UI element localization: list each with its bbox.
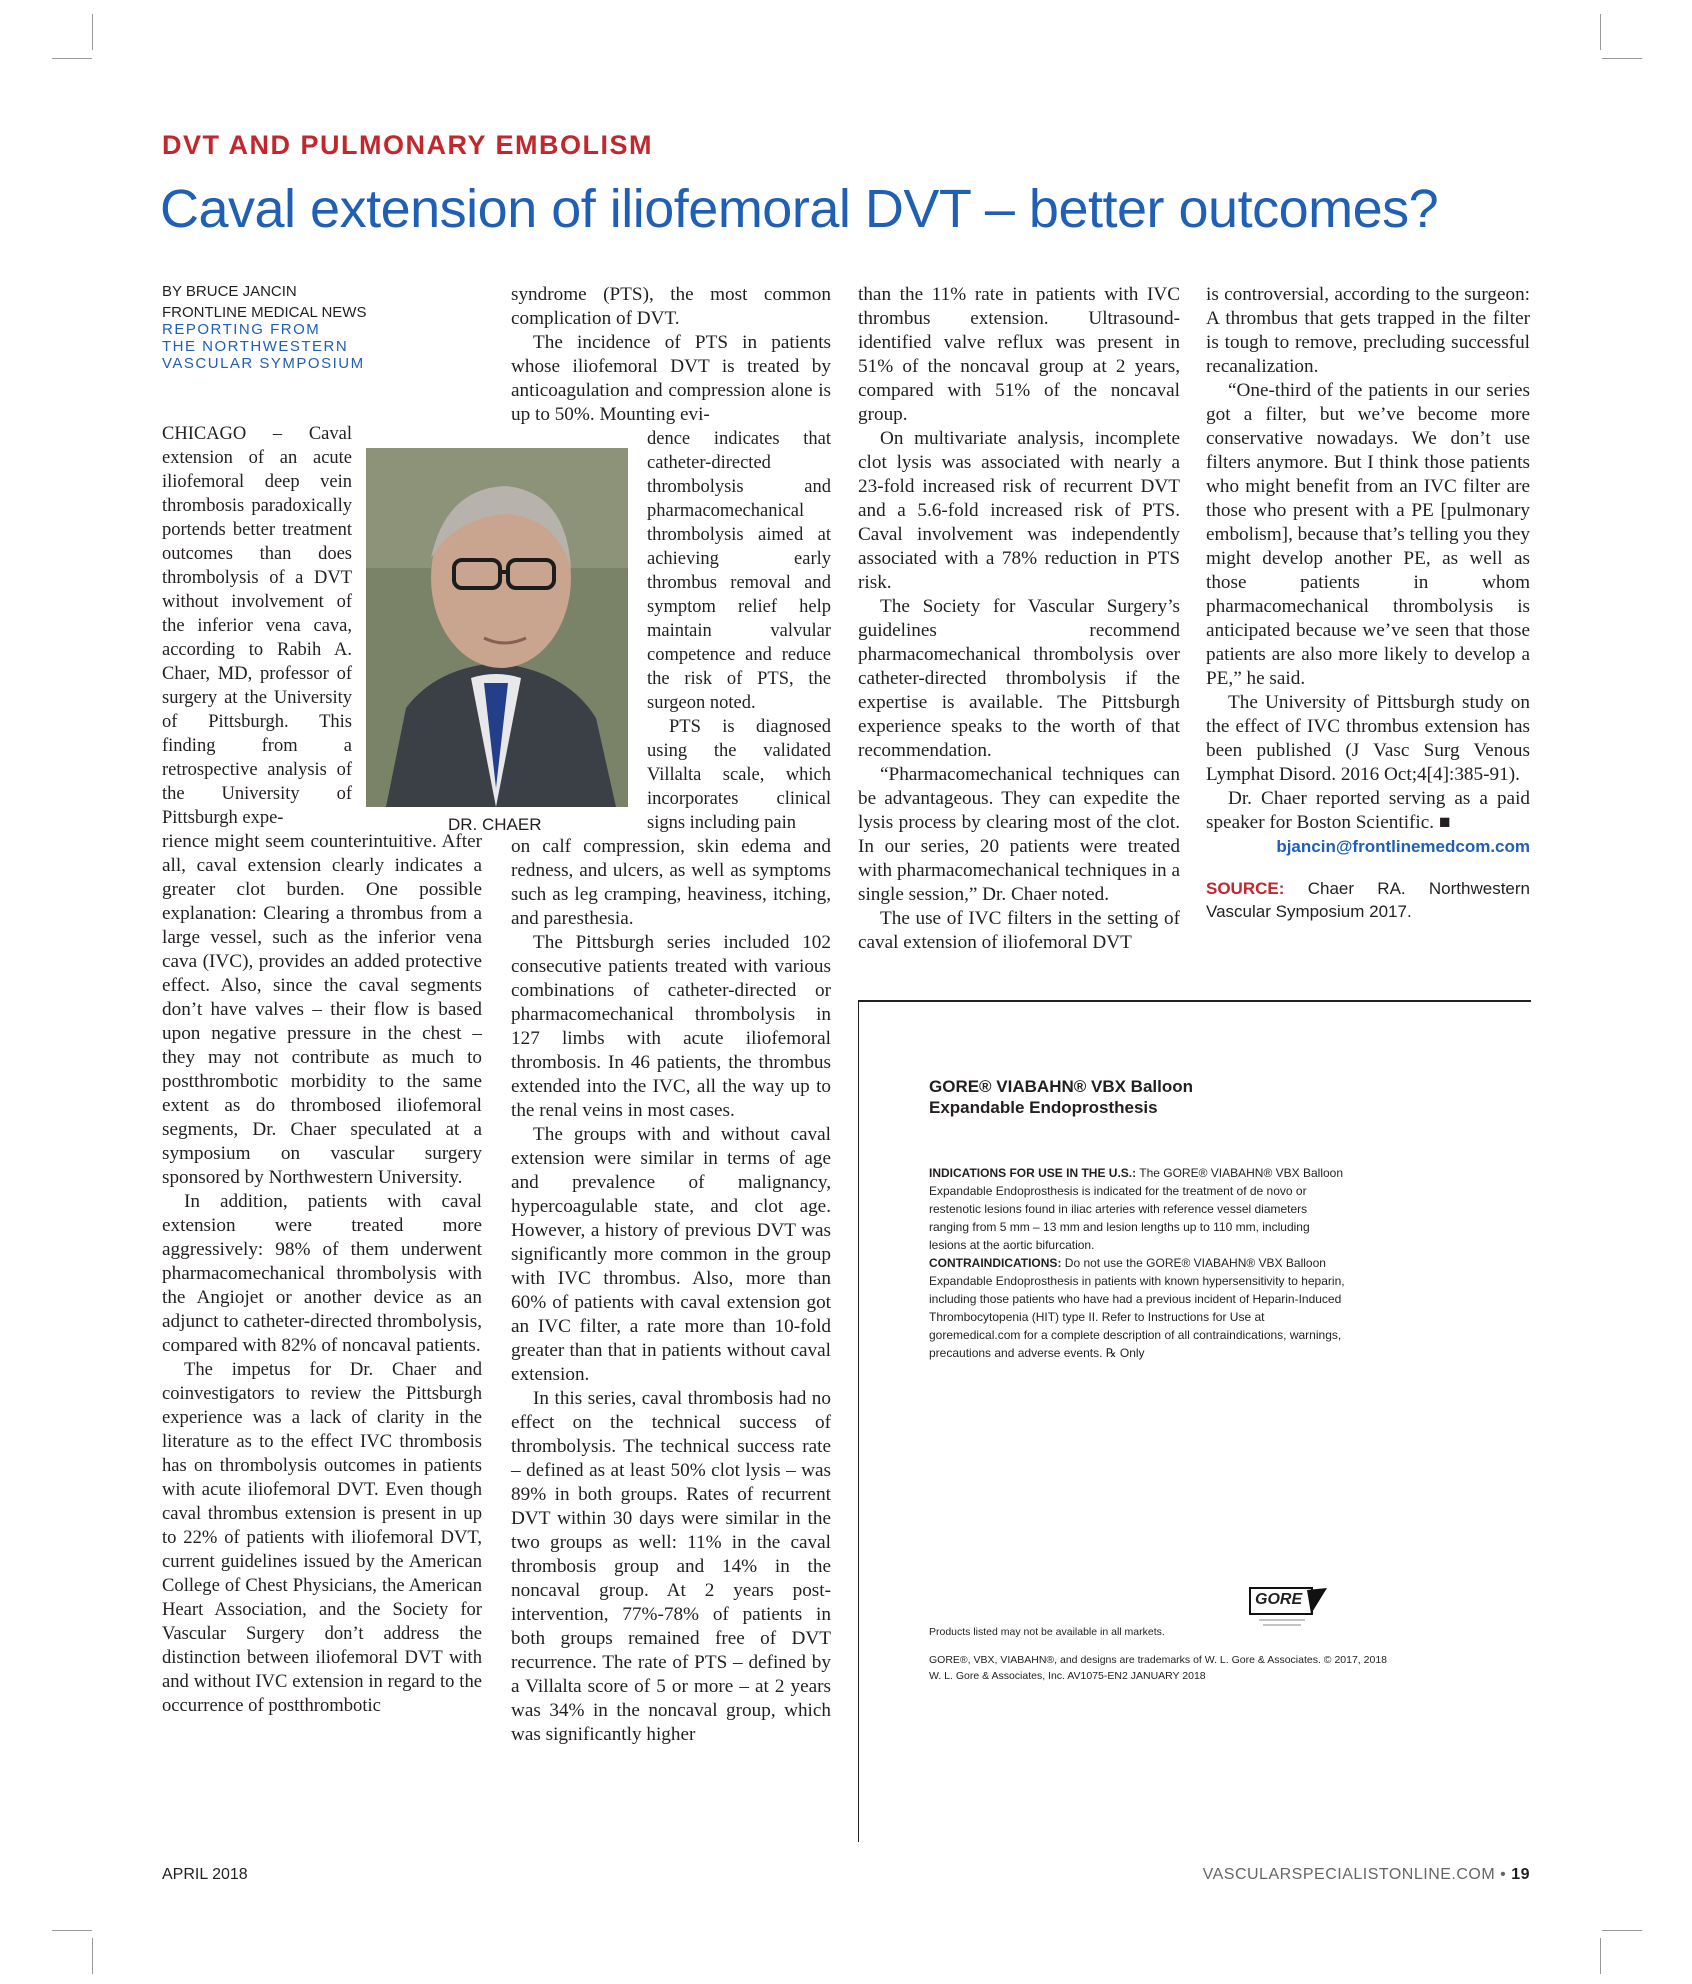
col3-para-1: than the 11% rate in patients with IVC thrombus extension. Ultrasound-identified valve reflux was present in 51% of the noncaval group at 2 years, compared with 51% of the noncaval group. xyxy=(858,284,1180,425)
ad-indications-text: The GORE® VIABAHN® VBX Balloon Expandable Endoprosthesis is indicated for the treatment of de novo or restenotic lesions found in iliac arteries with reference vessel diameters ranging from 5 mm – 13 mm and lesion lengths up to 110 mm, including lesions at the aortic bifurcation. xyxy=(929,1166,1344,1252)
gore-logo-text: GORE xyxy=(1255,1591,1303,1608)
col4-para-4: Dr. Chaer reported serving as a paid speaker for Boston Scientific. ■ xyxy=(1206,788,1530,833)
author-email[interactable]: bjancin@frontlinemedcom.com xyxy=(1276,837,1530,856)
column-2 xyxy=(511,283,831,1747)
crop-mark xyxy=(1600,14,1601,50)
col1-para-1: rience might seem counterintuitive. After all, caval extension clearly indicates a greater clot burden. One possible explanation: Clearing a thrombus from a large vessel, such as the inferior vena cava (IVC), provides an added protective effect. Also, since the caval segments don’t have valves – their flow is based upon negative pressure in the chest – they may not contribute as much to postthrombotic morbidity to the same extent as do thrombosed iliofemoral segments, Dr. Chaer speculated at a symposium on vascular surgery sponsored by Northwestern University. xyxy=(162,831,482,1188)
crop-mark xyxy=(52,1930,92,1931)
col2-top: syndrome (PTS), the most common complication of DVT. xyxy=(511,284,831,329)
col3-para-2: On multivariate analysis, incomplete clot lysis was associated with nearly a 23-fold increased risk of recurrent DVT and a 5.6-fold increased risk of PTS. Caval involvement was independently associated with a 78% reduction in PTS risk. xyxy=(858,428,1180,593)
source-text: Chaer RA. Northwestern Vascular Symposium 2017. xyxy=(1206,879,1531,921)
headline: Caval extension of iliofemoral DVT – better outcomes? xyxy=(160,179,1439,239)
ad-body xyxy=(929,1164,1349,1362)
byline-reporting-3: VASCULAR SYMPOSIUM xyxy=(162,355,365,372)
col3-para-4: “Pharmacomechanical techniques can be advantageous. They can expedite the lysis process by clearing most of the clot. In our series, 20 patients were treated with pharmacomechanical techniques in a single session,” Dr. Chaer noted. xyxy=(858,764,1180,905)
col2-top2: The incidence of PTS in patients whose iliofemoral DVT is treated by anticoagulation and compression alone is up to 50%. Mounting evi- xyxy=(511,332,831,425)
ad-availability: Products listed may not be available in all markets. xyxy=(929,1626,1165,1638)
crop-mark xyxy=(1602,58,1642,59)
byline-reporting-2: THE NORTHWESTERN xyxy=(162,338,349,355)
page-number: 19 xyxy=(1511,1866,1530,1883)
col4-para-3: The University of Pittsburgh study on the effect of IVC thrombus extension has been published (J Vasc Surg Venous Lymphat Disord. 2016 Oct;4[4]:385-91). xyxy=(1206,692,1530,785)
col2-wrapped: dence indicates that catheter-directed thrombolysis and pharmacomechanical thrombolysis aimed at achieving early thrombus removal and symptom relief help maintain valvular competence and reduce the risk of PTS, the surgeon noted. xyxy=(647,429,831,713)
source-label: SOURCE: xyxy=(1206,879,1285,898)
byline xyxy=(162,283,482,372)
ad-indications-label: INDICATIONS FOR USE IN THE U.S.: xyxy=(929,1166,1137,1180)
photo-caption: DR. CHAER xyxy=(448,815,542,834)
footer-site-url[interactable]: VASCULARSPECIALISTONLINE.COM • xyxy=(1202,1866,1507,1883)
column-3 xyxy=(858,283,1180,955)
ad-contraindications-text: Do not use the GORE® VIABAHN® VBX Balloon Expandable Endoprosthesis in patients with known hypersensitivity to heparin, including those patients who have had a previous incident of Heparin-Induced Thrombocytopenia (HIT) type II. Refer to Instructions for Use at goremedical.com for a complete description of all contraindications, warnings, precautions and adverse events. ℞ Only xyxy=(929,1256,1345,1360)
col2-para-1: on calf compression, skin edema and redness, and ulcers, as well as symptoms such as leg cramping, heaviness, itching, and paresthesia. xyxy=(511,836,831,929)
col2-para-4: In this series, caval thrombosis had no effect on the technical success of thrombolysis. The technical success rate – defined as at least 50% clot lysis – was 89% in both groups. Rates of recurrent DVT within 30 days were similar in the two groups as well: 11% in the caval thrombosis group and 14% in the noncaval group. At 2 years post-intervention, 77%-78% of patients in both groups remained free of DVT recurrence. The rate of PTS – defined by a Villalta score of 5 or more – at 2 years was 34% in the noncaval group, which was significantly higher xyxy=(511,1388,831,1745)
col2-para-2: The Pittsburgh series included 102 consecutive patients treated with various combinations of catheter-directed or pharmacomechanical thrombolysis in 127 limbs with acute iliofemoral thrombosis. In 46 patients, the thrombus extended into the IVC, all the way up to the renal veins in most cases. xyxy=(511,932,831,1121)
col2-wrapped2: PTS is diagnosed using the validated Villalta scale, which incorporates clinical signs including pain xyxy=(647,717,831,833)
gore-logo-icon xyxy=(1249,1584,1329,1630)
ad-contraindications-label: CONTRAINDICATIONS: xyxy=(929,1256,1062,1270)
col4-para-2: “One-third of the patients in our series got a filter, but we’ve become more conservative nowadays. We don’t use filters anymore. But I think those patients who might benefit from an IVC filter are those who present with a PE [pulmonary embolism], because that’s telling you they might develop another PE, as well as those patients in whom pharmacomechanical thrombolysis is anticipated because we’ve seen that those patients are also more likely to develop a PE,” he said. xyxy=(1206,380,1530,689)
crop-mark xyxy=(52,58,92,59)
col1-para-2: In addition, patients with caval extension were treated more aggressively: 98% of them underwent pharmacomechanical thrombolysis with the Angiojet or another device as an adjunct to catheter-directed thrombolysis, compared with 82% of noncaval patients. xyxy=(162,1191,482,1356)
byline-author: BY BRUCE JANCIN xyxy=(162,283,297,300)
crop-mark xyxy=(1602,1930,1642,1931)
byline-outlet: FRONTLINE MEDICAL NEWS xyxy=(162,304,367,321)
col3-para-5: The use of IVC filters in the setting of caval extension of iliofemoral DVT xyxy=(858,908,1180,953)
advertisement xyxy=(858,1000,1531,1842)
footer-site xyxy=(1203,1866,1530,1884)
ad-title: GORE® VIABAHN® VBX Balloon Expandable Endoprosthesis xyxy=(929,1077,1194,1117)
col1-para-3: The impetus for Dr. Chaer and coinvestigators to review the Pittsburgh experience was a lack of clarity in the literature as to the effect IVC thrombosis has on thrombolysis outcomes in patients with acute iliofemoral DVT. Even though caval thrombus extension is present in up to 22% of patients with iliofemoral DVT, current guidelines issued by the American College of Chest Physicians, the American Heart Association, and the Society for Vascular Surgery don’t address the distinction between iliofemoral DVT with and without IVC extension in regard to the occurrence of postthrombotic xyxy=(162,1359,482,1716)
col4-para-1: is controversial, according to the surgeon: A thrombus that gets trapped in the filter is tough to remove, precluding successful recanalization. xyxy=(1206,284,1530,377)
crop-mark xyxy=(1600,1938,1601,1974)
ad-trademark: GORE®, VBX, VIABAHN®, and designs are trademarks of W. L. Gore & Associates. © 2017, 2018 W. L. Gore & Associates, Inc. AV1075-EN2 JANUARY 2018 xyxy=(929,1654,1388,1682)
crop-mark xyxy=(92,1938,93,1974)
col2-para-3: The groups with and without caval extension were similar in terms of age and prevalence of malignancy, hypercoagulable state, and clot age. However, a history of previous DVT was significantly more common in the group with IVC thrombus. Also, more than 60% of patients with caval extension got an IVC filter, a rate more than 10-fold greater than that in patients without caval extension. xyxy=(511,1124,831,1385)
column-4 xyxy=(1206,283,1530,923)
col1-wrapped-text: CHICAGO – Caval extension of an acute iliofemoral deep vein thrombosis paradoxically portends better treatment outcomes than does thrombolysis of a DVT without involvement of the inferior vena cava, according to Rabih A. Chaer, MD, professor of surgery at the University of Pittsburgh. This finding from a retrospective analysis of the University of Pittsburgh expe- xyxy=(162,424,352,828)
section-label: DVT AND PULMONARY EMBOLISM xyxy=(162,130,653,160)
byline-reporting-1: REPORTING FROM xyxy=(162,321,321,338)
col3-para-3: The Society for Vascular Surgery’s guidelines recommend pharmacomechanical thrombolysis over catheter-directed thrombolysis if the expertise is available. The Pittsburgh experience speaks to the worth of that recommendation. xyxy=(858,596,1180,761)
crop-mark xyxy=(92,14,93,50)
footer-date: APRIL 2018 xyxy=(162,1866,248,1883)
